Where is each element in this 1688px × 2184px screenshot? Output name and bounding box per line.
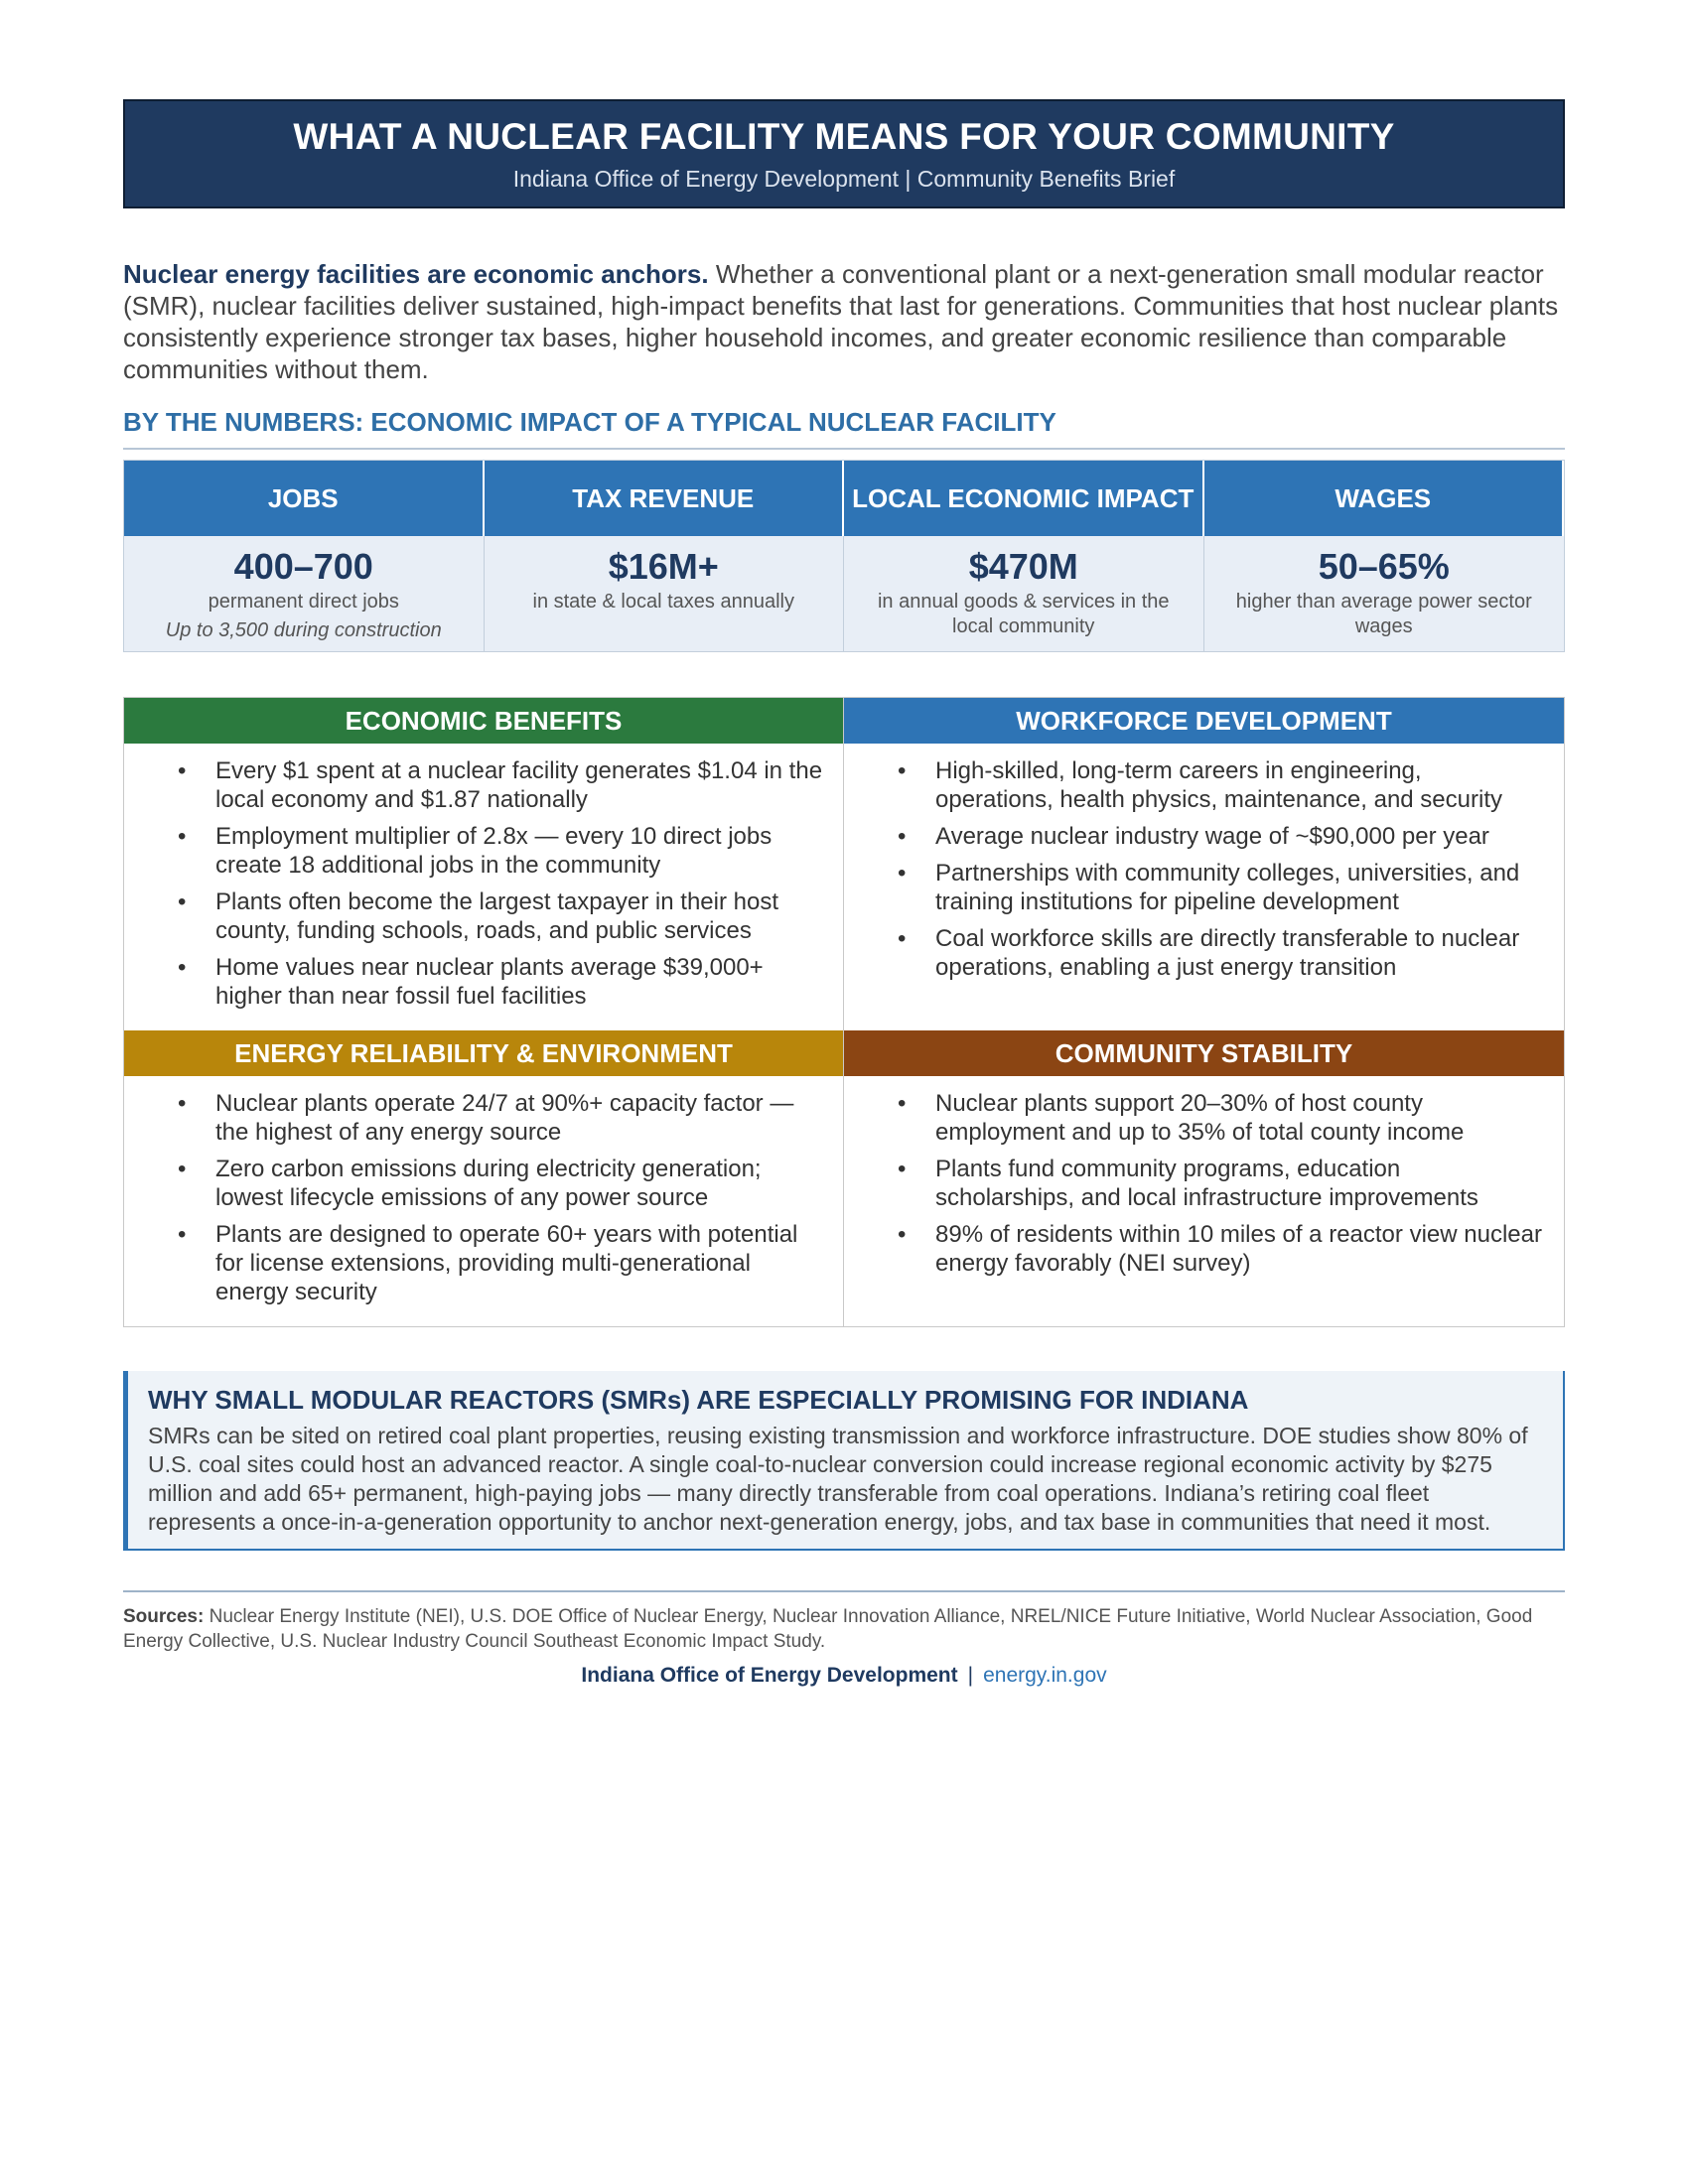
panel-title: ECONOMIC BENEFITS [124, 698, 843, 744]
stat-cell-wages [1204, 536, 1565, 651]
stat-cell-local-impact [844, 536, 1204, 651]
economic-benefits-panel [124, 698, 844, 1030]
footer-organization: Indiana Office of Energy Development [581, 1664, 958, 1687]
stat-description: in annual goods & services in the local community [877, 591, 1170, 637]
numbers-table [123, 460, 1565, 652]
stat-value: 400–700 [233, 546, 373, 587]
bullet-list [124, 1076, 843, 1326]
list-item: • Plants are designed to operate 60+ years with potential for license extensions, providing multi-generational energy security [215, 1220, 823, 1306]
stat-cell-tax [485, 536, 845, 651]
intro-lead: Nuclear energy facilities are economic anchors. [123, 259, 709, 289]
stat-description: in state & local taxes annually [532, 591, 794, 613]
stat-value: $16M+ [608, 546, 719, 587]
footer [123, 1664, 1565, 1688]
list-item: • Zero carbon emissions during electricity generation; lowest lifecycle emissions of any power source [215, 1155, 823, 1212]
workforce-development-panel [844, 698, 1564, 1030]
stat-description: permanent direct jobs [208, 591, 399, 613]
list-item: • Plants fund community programs, education scholarships, and local infrastructure improvements [935, 1155, 1544, 1212]
footer-separator: | [967, 1664, 974, 1687]
stat-note: Up to 3,500 during construction [165, 619, 442, 641]
page-title: WHAT A NUCLEAR FACILITY MEANS FOR YOUR COMMUNITY [293, 115, 1395, 157]
energy-reliability-panel [124, 1030, 844, 1326]
sources-label: Sources: [123, 1606, 205, 1627]
list-item: • 89% of residents within 10 miles of a reactor view nuclear energy favorably (NEI survey) [935, 1220, 1544, 1278]
list-item: • Partnerships with community colleges, universities, and training institutions for pipeline development [935, 859, 1544, 916]
page-subtitle: Indiana Office of Energy Development | Community Benefits Brief [512, 165, 1176, 192]
panel-title: ENERGY RELIABILITY & ENVIRONMENT [124, 1030, 843, 1076]
list-item: • Home values near nuclear plants average $39,000+ higher than near fossil fuel facilities [215, 953, 823, 1011]
footer-divider [123, 1590, 1565, 1592]
sources-note [123, 1604, 1565, 1654]
list-item: • Average nuclear industry wage of ~$90,000 per year [935, 822, 1544, 851]
list-item: • High-skilled, long-term careers in engineering, operations, health physics, maintenance, and security [935, 756, 1544, 814]
list-item: • Plants often become the largest taxpayer in their host county, funding schools, roads, and public services [215, 887, 823, 945]
stat-cell-jobs [124, 536, 485, 651]
community-stability-panel [844, 1030, 1564, 1326]
benefits-grid [123, 697, 1565, 1327]
stat-value: 50–65% [1318, 546, 1450, 587]
stat-header-jobs: JOBS [124, 461, 485, 536]
list-item: • Coal workforce skills are directly transferable to nuclear operations, enabling a just energy transition [935, 924, 1544, 982]
sources-text: Nuclear Energy Institute (NEI), U.S. DOE Office of Nuclear Energy, Nuclear Innovation Alliance, NREL/NICE Future Initiative, World Nuclear Association, Good Energy Collective, U.S. Nuclear Industry Council Southeast Economic Impact Study. [123, 1606, 1533, 1652]
bullet-list [844, 744, 1564, 1002]
stat-description: higher than average power sector wages [1235, 591, 1532, 637]
callout-body: SMRs can be sited on retired coal plant properties, reusing existing transmission and workforce infrastructure. DOE studies show 80% of U.S. coal sites could host an advanced reactor. A single coal-to-nuclear conversion could increase regional economic activity by $275 million and add 65+ permanent, high-paying jobs — many directly transferable from coal operations. Indiana’s retiring coal fleet represents a once-in-a-generation opportunity to anchor next-generation energy, jobs, and tax base in communities that need it most. [148, 1423, 1528, 1535]
numbers-heading: BY THE NUMBERS: ECONOMIC IMPACT OF A TYPICAL NUCLEAR FACILITY [123, 407, 1565, 450]
list-item: • Nuclear plants support 20–30% of host county employment and up to 35% of total county income [935, 1089, 1544, 1147]
smr-callout [123, 1371, 1565, 1551]
callout-title: WHY SMALL MODULAR REACTORS (SMRs) ARE ESPECIALLY PROMISING FOR INDIANA [148, 1385, 1249, 1415]
list-item: • Every $1 spent at a nuclear facility generates $1.04 in the local economy and $1.87 nationally [215, 756, 823, 814]
header-banner [123, 99, 1565, 208]
bullet-list [124, 744, 843, 1030]
panel-title: COMMUNITY STABILITY [844, 1030, 1564, 1076]
stat-header-local-impact: LOCAL ECONOMIC IMPACT [844, 461, 1204, 536]
website-link[interactable]: energy.in.gov [983, 1664, 1107, 1687]
list-item: • Nuclear plants operate 24/7 at 90%+ capacity factor — the highest of any energy source [215, 1089, 823, 1147]
panel-title: WORKFORCE DEVELOPMENT [844, 698, 1564, 744]
intro-paragraph [123, 258, 1565, 385]
stat-value: $470M [968, 546, 1078, 587]
bullet-list [844, 1076, 1564, 1297]
stat-header-tax: TAX REVENUE [485, 461, 845, 536]
stat-header-wages: WAGES [1204, 461, 1565, 536]
list-item: • Employment multiplier of 2.8x — every 10 direct jobs create 18 additional jobs in the community [215, 822, 823, 880]
intro-body: Whether a conventional plant or a next-generation small modular reactor (SMR), nuclear facilities deliver sustained, high-impact benefits that last for generations. Communities that host nuclear plants consistently experience stronger tax bases, higher household incomes, and greater economic resilience than comparable communities without them. [123, 259, 1559, 384]
brief-page [123, 99, 1565, 1688]
